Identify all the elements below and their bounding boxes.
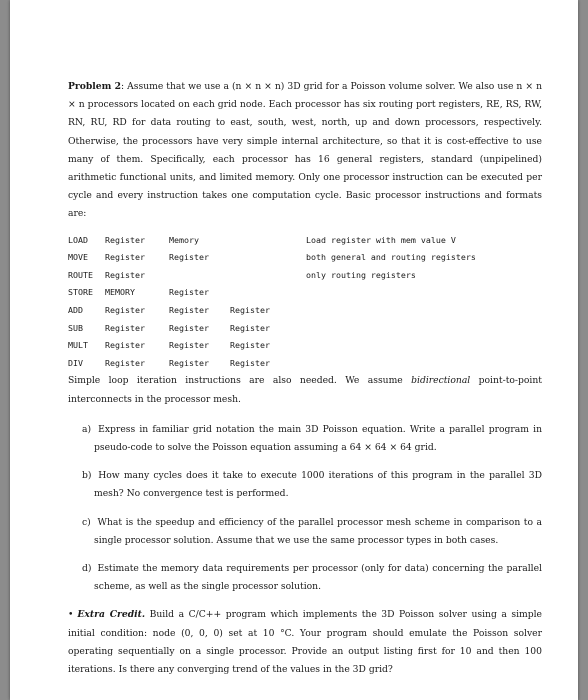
instruction-operand-3: Register	[230, 322, 270, 333]
instruction-description: both general and routing registers	[306, 252, 476, 263]
question-item-d	[82, 560, 542, 596]
instruction-row	[68, 302, 542, 320]
question-text: Estimate the memory data requirements per processor (only for data) concerning the parallel scheme, as well as the single processor solution.	[94, 563, 542, 593]
instruction-operand-3: Register	[230, 340, 270, 351]
document-page	[10, 0, 578, 700]
instruction-row	[68, 232, 542, 250]
instruction-operand-2: Register	[169, 305, 209, 315]
instruction-opcode: ADD	[68, 305, 83, 315]
instruction-operand-1: Register	[105, 234, 145, 245]
instruction-row	[68, 284, 542, 302]
instruction-operand-3: Register	[230, 305, 270, 315]
instruction-operand-2: Register	[169, 322, 209, 333]
instruction-operand-1: Register	[105, 252, 145, 263]
instruction-row	[68, 320, 542, 338]
question-text: Express in familiar grid notation the main 3D Poisson equation. Write a parallel program in pseudo-code to solve the Poisson equation assuming a 64 × 64 × 64 grid.	[94, 423, 542, 453]
question-label: d)	[82, 563, 92, 574]
interconnect-text-before: Simple loop iteration instructions are also needed. We assume	[68, 375, 412, 387]
instruction-operand-1: Register	[105, 305, 145, 315]
instruction-description: only routing registers	[306, 269, 416, 280]
extra-credit-text: Build a C/C++ program which implements the 3D Poisson solver using a simple initial condition: node (0, 0, 0) set at 10 °C. Your program should emulate the Poisson solver operating sequentially on a single processor. Provide an output listing first for 10 and then 100 iterations. Is there any converging trend of the values in the 3D grid?	[68, 609, 542, 676]
instruction-row	[68, 337, 542, 355]
instruction-operand-1: Register	[105, 269, 145, 280]
instruction-row	[68, 267, 542, 285]
problem-content	[68, 78, 542, 679]
interconnect-emphasis: bidirectional	[411, 375, 471, 387]
question-item-b	[82, 467, 542, 503]
instruction-opcode: MULT	[68, 340, 88, 351]
instruction-operand-2: Register	[169, 340, 209, 351]
instruction-operand-2: Register	[169, 357, 209, 368]
extra-credit-paragraph	[68, 606, 542, 679]
instruction-operand-1: MEMORY	[105, 287, 135, 298]
instruction-operand-1: Register	[105, 340, 145, 351]
instruction-opcode: ROUTE	[68, 269, 93, 280]
interconnect-text-after: point-to-point interconnects in the processor mesh.	[68, 375, 542, 405]
problem-title: Problem 2	[68, 81, 122, 92]
question-item-a	[82, 421, 542, 457]
instruction-operand-2: Memory	[169, 234, 199, 245]
question-label: c)	[82, 516, 91, 528]
question-text: What is the speedup and efficiency of the parallel processor mesh scheme in comparison to a single processor solution. Assume that we use the same processor types in both cases.	[94, 516, 543, 546]
question-label: a)	[82, 423, 92, 435]
instruction-row	[68, 249, 542, 267]
instruction-description: Load register with mem value V	[306, 234, 456, 245]
instruction-operand-1: Register	[105, 322, 145, 333]
instruction-table	[68, 232, 542, 373]
question-list	[68, 421, 542, 597]
instruction-operand-3: Register	[230, 357, 270, 368]
question-label: b)	[82, 470, 92, 482]
extra-credit-label: Extra Credit.	[77, 609, 146, 621]
instruction-opcode: DIV	[68, 357, 83, 368]
instruction-operand-1: Register	[105, 357, 145, 368]
problem-intro-text: : Assume that we use a (n × n × n) 3D grid for a Poisson volume solver. We also use n × n × n processors located on each grid node. Each processor has six routing port registers, RE, RS, RW, RN, RU, RD for data routing to east, south, west, north, up and down processors, respectively. Otherwise, the processors have very simple internal architecture, so that it is cost-effective to use many of them. Specifically, each processor has 16 general registers, standard (unpipelined) arithmetic functional units, and limited memory. Only one processor instruction can be executed per cycle and every instruction takes one computation cycle. Basic processor instructions and formats are:	[68, 81, 542, 220]
bullet-icon: •	[68, 609, 74, 621]
instruction-opcode: LOAD	[68, 234, 88, 245]
instruction-opcode: SUB	[68, 322, 83, 333]
instruction-opcode: MOVE	[68, 252, 88, 263]
question-text: How many cycles does it take to execute 1000 iterations of this program in the parallel 3D mesh? No convergence test is performed.	[94, 470, 542, 500]
instruction-operand-2: Register	[169, 252, 209, 263]
instruction-opcode: STORE	[68, 287, 93, 298]
problem-intro	[68, 78, 542, 224]
question-item-c	[82, 514, 543, 550]
interconnect-paragraph	[68, 372, 542, 408]
instruction-operand-2: Register	[169, 287, 209, 298]
instruction-row	[68, 355, 542, 373]
